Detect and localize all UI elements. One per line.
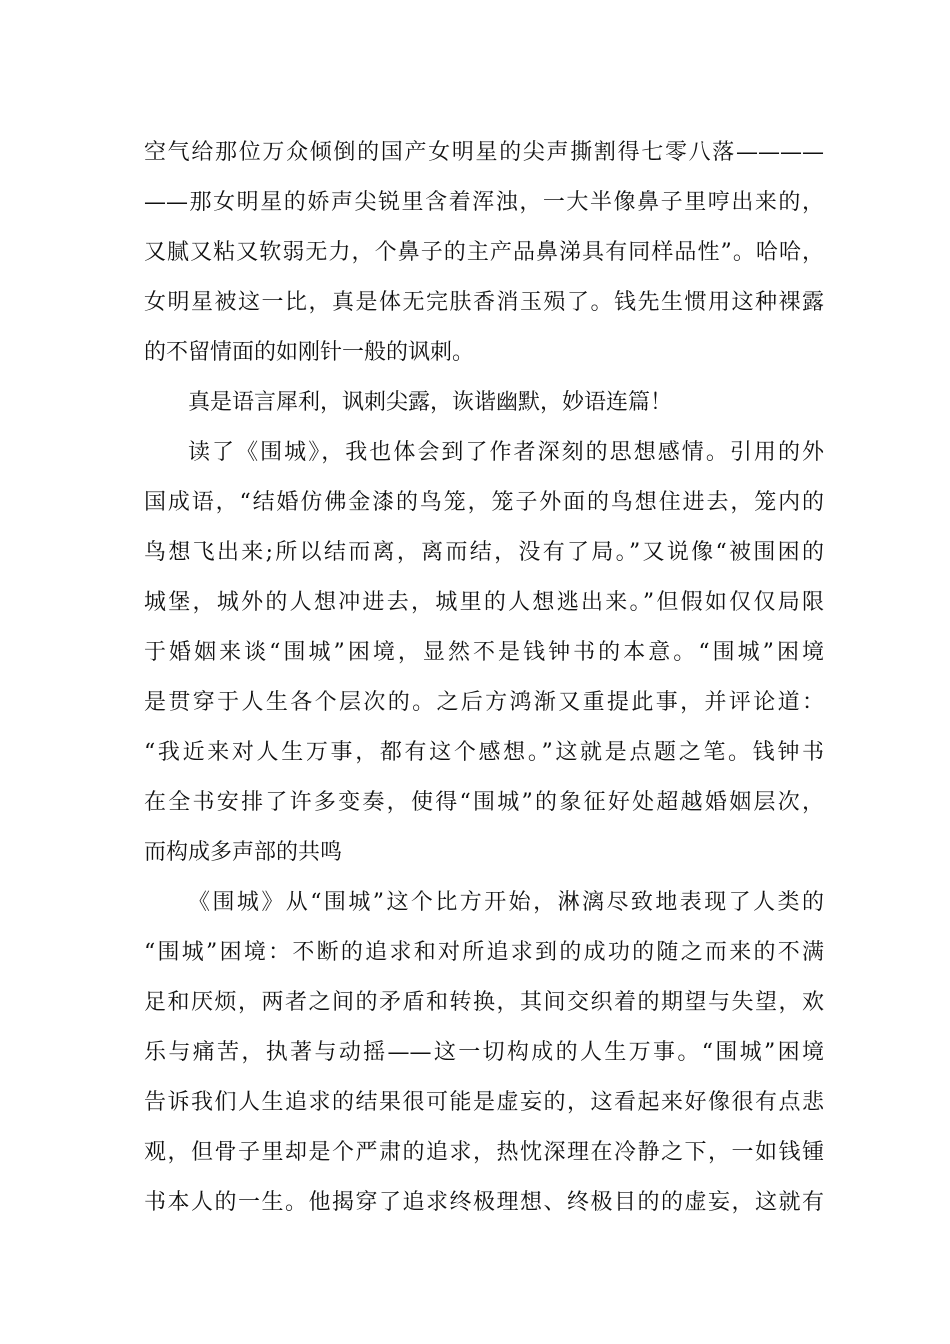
text-line: 的不留情面的如刚针一般的讽刺。 <box>144 340 475 365</box>
text-line: 于婚姻来谈“围城”困境，显然不是钱钟书的本意。“围城”困境 <box>144 640 824 665</box>
text-line: 在全书安排了许多变奏，使得“围城”的象征好处超越婚姻层次， <box>144 790 824 815</box>
text-line: 女明星被这一比，真是体无完肤香消玉殒了。钱先生惯用这种裸露 <box>144 290 824 315</box>
text-line: 告诉我们人生追求的结果很可能是虚妄的，这看起来好像很有点悲 <box>144 1090 824 1115</box>
text-line: 国成语，“结婚仿佛金漆的鸟笼，笼子外面的鸟想住进去，笼内的 <box>144 490 824 515</box>
text-line: 读了《围城》，我也体会到了作者深刻的思想感情。引用的外 <box>188 440 824 465</box>
text-line: 是贯穿于人生各个层次的。之后方鸿渐又重提此事，并评论道： <box>144 690 824 715</box>
text-line: 足和厌烦，两者之间的矛盾和转换，其间交织着的期望与失望，欢 <box>144 990 824 1015</box>
text-line: 书本人的一生。他揭穿了追求终极理想、终极目的的虚妄，这就有 <box>144 1190 824 1215</box>
text-line: 观，但骨子里却是个严肃的追求，热忱深理在冷静之下，一如钱锺 <box>144 1140 824 1165</box>
body-text <box>144 128 824 1228</box>
text-line: 空气给那位万众倾倒的国产女明星的尖声撕割得七零八落———— <box>144 140 824 165</box>
text-line: 真是语言犀利，讽刺尖露，诙谐幽默，妙语连篇！ <box>188 390 673 415</box>
text-line: 鸟想飞出来;所以结而离，离而结，没有了局。”又说像“被围困的 <box>144 540 824 565</box>
text-line: ——那女明星的娇声尖锐里含着浑浊，一大半像鼻子里哼出来的， <box>144 190 824 215</box>
text-line: 而构成多声部的共鸣 <box>144 840 343 865</box>
text-line: “我近来对人生万事，都有这个感想。”这就是点题之笔。钱钟书 <box>144 740 824 765</box>
text-line: 《围城》从“围城”这个比方开始，淋漓尽致地表现了人类的 <box>188 890 824 915</box>
text-line: “围城”困境：不断的追求和对所追求到的成功的随之而来的不满 <box>144 940 824 965</box>
text-line: 城堡，城外的人想冲进去，城里的人想逃出来。”但假如仅仅局限 <box>144 590 824 615</box>
text-line: 乐与痛苦，执著与动摇——这一切构成的人生万事。“围城”困境 <box>144 1040 824 1065</box>
text-line: 又腻又粘又软弱无力，个鼻子的主产品鼻涕具有同样品性”。哈哈， <box>144 240 824 265</box>
